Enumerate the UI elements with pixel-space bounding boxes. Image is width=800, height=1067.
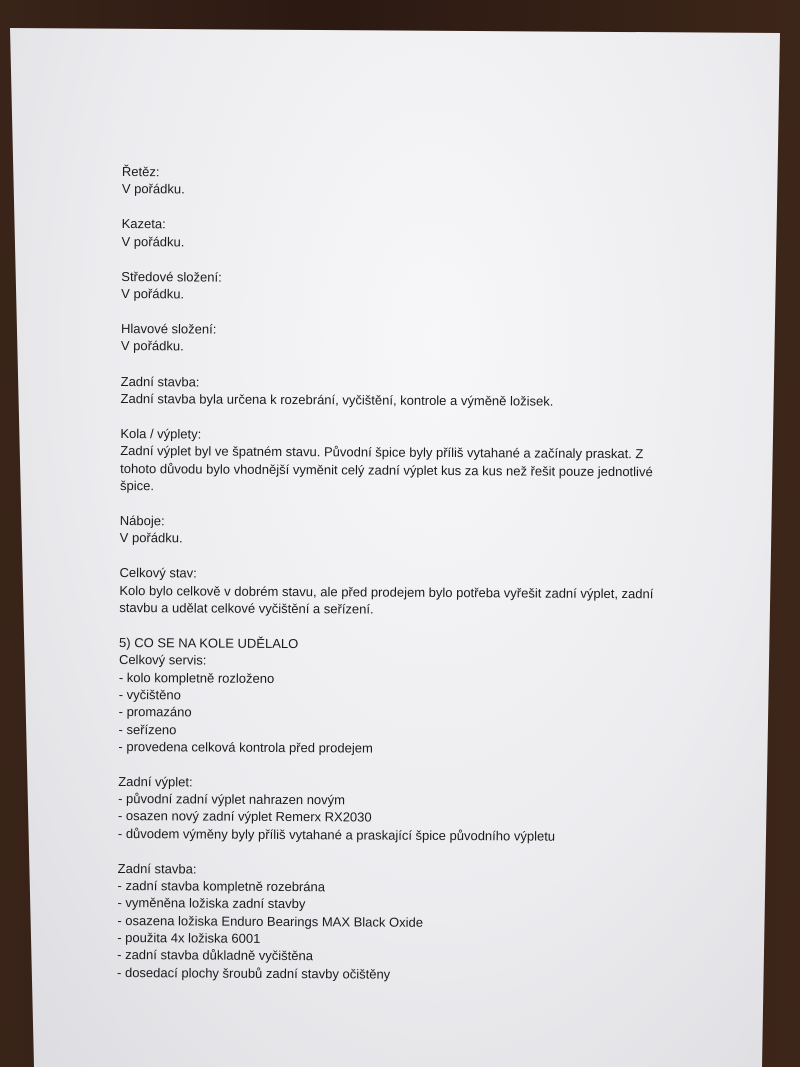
list-item: - kolo kompletně rozloženo <box>118 669 275 686</box>
list-item: - vyměněna ložiska zadní stavby <box>117 895 306 912</box>
section-body: V pořádku. <box>121 286 185 302</box>
section-stredove-slozeni <box>121 268 681 306</box>
section-hlavove-slozeni <box>121 320 681 358</box>
section-body: V pořádku. <box>121 233 185 250</box>
list-item: - důvodem výměny byly příliš vytahané a praskající špice původního výpletu <box>117 825 556 844</box>
document-content <box>117 163 682 1002</box>
section-body: V pořádku. <box>120 338 184 354</box>
section-kazeta <box>121 215 681 253</box>
section-heading: Náboje: <box>119 512 165 529</box>
list-item: - promazáno <box>118 704 192 720</box>
work-group-heading: Celkový servis: <box>118 652 207 668</box>
section-kola-vyplety <box>120 425 680 498</box>
section-body: V pořádku. <box>121 181 185 197</box>
work-list <box>117 877 678 984</box>
section-naboje <box>120 512 680 550</box>
section-heading: Řetěz: <box>121 163 160 180</box>
section-heading: Celkový stav: <box>119 565 197 581</box>
section-body: Kolo bylo celkově v dobrém stavu, ale před prodejem bylo potřeba vyřešit zadní výplet, zadní stavbu a udělat celkové vyčištění a seřízení. <box>119 582 654 617</box>
section-retez <box>122 163 682 201</box>
list-item: - použita 4x ložiska 6001 <box>117 930 261 946</box>
work-list <box>118 790 678 845</box>
work-list <box>118 669 679 759</box>
work-title: 5) CO SE NA KOLE UDĚLALO <box>119 635 299 652</box>
section-body: V pořádku. <box>119 530 183 546</box>
list-item: - zadní stavba kompletně rozebrána <box>117 878 326 895</box>
work-group-zadni-vyplet <box>118 773 678 846</box>
list-item: - osazena ložiska Enduro Bearings MAX Black Oxide <box>117 912 424 930</box>
list-item: - původní zadní výplet nahrazen novým <box>118 791 346 808</box>
list-item: - provedena celková kontrola před prodejem <box>118 738 373 756</box>
work-group-zadni-stavba <box>117 860 678 984</box>
section-body: Zadní stavba byla určena k rozebrání, vyčištění, kontrole a výměně ložisek. <box>120 390 554 409</box>
section-heading: Hlavové složení: <box>120 321 217 337</box>
section-celkovy-stav <box>119 564 679 619</box>
section-heading: Kazeta: <box>121 216 166 232</box>
work-group-heading: Zadní výplet: <box>118 773 193 790</box>
section-heading: Kola / výplety: <box>120 425 202 442</box>
work-group-celkovy-servis <box>118 634 679 758</box>
list-item: - osazen nový zadní výplet Remerx RX2030 <box>117 808 372 826</box>
section-zadni-stavba <box>121 373 681 411</box>
section-heading: Středové složení: <box>121 268 222 285</box>
section-heading: Zadní stavba: <box>120 373 200 390</box>
list-item: - zadní stavba důkladně vyčištěna <box>117 947 314 964</box>
list-item: - seřízeno <box>118 721 177 737</box>
section-body: Zadní výplet byl ve špatném stavu. Původní špice byly příliš vytahané a začínaly praskat. Z tohoto důvodu bylo vhodnější vyměnit celý zadní výplet kus za kus než řešit pouze jednotlivé špice. <box>119 443 653 494</box>
list-item: - vyčištěno <box>118 686 181 703</box>
list-item: - dosedací plochy šroubů zadní stavby očištěny <box>117 964 391 982</box>
work-group-heading: Zadní stavba: <box>117 860 197 877</box>
